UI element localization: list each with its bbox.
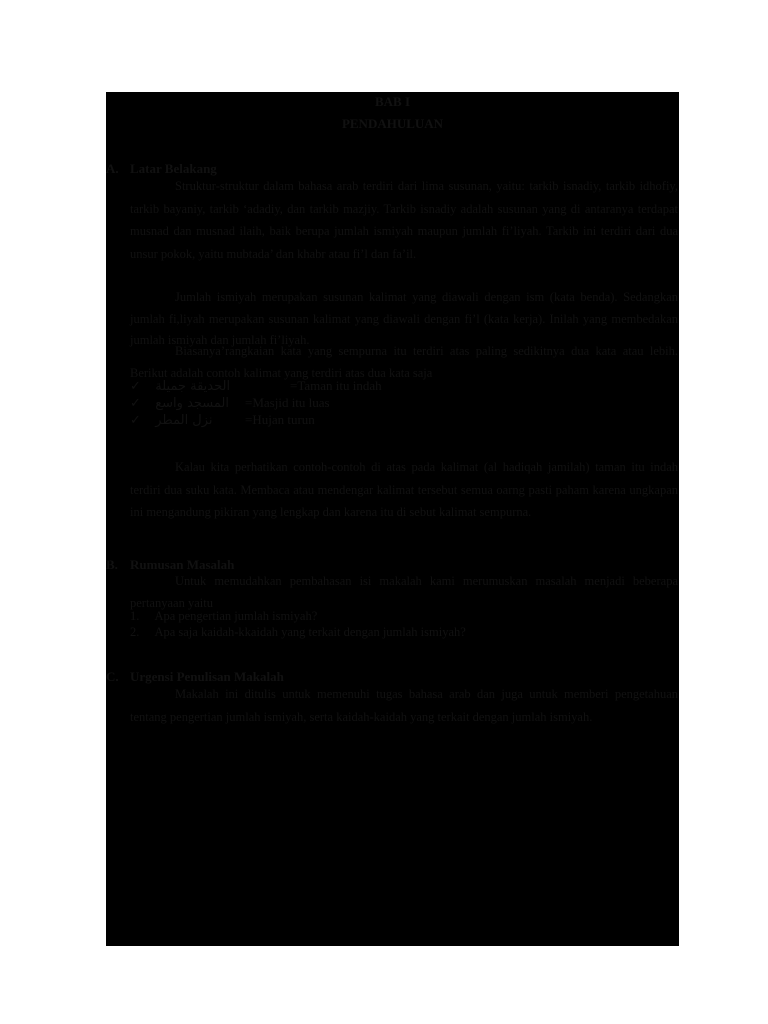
chapter-title: PENDAHULUAN [341,116,444,131]
check-icon: ✓ [130,378,141,393]
document-page [106,92,679,946]
example-1 [130,378,430,394]
example-3-arabic: نزل المطر [155,413,213,428]
section-a-paragraph-3: Biasanya’rangkaian kata yang sempurna itu terdiri atas paling sedikitnya dua kata atau lebih. Berikut adalah contoh kalimat yang terdiri atas dua kata saja [130,344,678,380]
section-b-intro: Untuk memudahkan pembahasan isi makalah kami merumuskan masalah menjadi beberapa pertanyaan yaitu [130,574,678,610]
check-icon: ✓ [130,412,141,427]
list-item-text: Apa saja kaidah-kkaidah yang terkait dengan jumlah ismiyah? [154,625,466,639]
example-1-arabic: الحديقة جميلة [155,379,231,394]
example-2 [130,395,430,411]
example-3 [130,412,430,428]
section-b-title: Rumusan Masalah [130,557,235,572]
section-c-title: Urgensi Penulisan Makalah [130,669,284,684]
list-item-number: 1. [130,609,140,623]
list-item-number: 2. [130,625,140,639]
example-3-meaning: =Hujan turun [245,412,315,427]
section-b-marker: B. [106,557,118,572]
chapter-number: BAB I [374,94,411,109]
section-a-paragraph-2: Jumlah ismiyah merupakan susunan kalimat yang diawali dengan ism (kata benda). Sedangkan jumlah fi,liyah merupakan susunan kalimat yang diawali dengan fi’l (kata kerja). Inilah yang membedakan jumlah ismiyah dan jumlah fi’liyah. [130,290,678,347]
section-a-paragraph-1: Struktur-struktur dalam bahasa arab terdiri dari lima susunan, yaitu: tarkib isnadiy, tarkib idhofiy, tarkib bayaniy, tarkib ‘adadiy, dan tarkib mazjiy. Tarkib isnadiy adalah susunan yang di antaranya terdapat musnad dan musnad ilaih, baik berupa jumlah ismiyah maupun jumlah fi’liyah. Tarkib ini terdiri dari dua unsur pokok, yaitu mubtada’ dan khabr atau fi’l dan fa’il. [130,179,678,261]
section-a-closing: Kalau kita perhatikan contoh-contoh di atas pada kalimat (al hadiqah jamilah) taman itu indah terdiri dua suku kata. Membaca atau mendengar kalimat tersebut semua oarng pasti paham karena ungkapan ini mengandung pikiran yang lengkap dan karena itu di sebut kalimat sempurna. [130,460,678,519]
example-2-meaning: =Masjid itu luas [245,395,330,410]
check-icon: ✓ [130,395,141,410]
section-a-marker: A. [106,161,119,176]
list-item [130,625,466,640]
list-item [130,609,317,624]
example-1-meaning: =Taman itu indah [290,378,382,393]
list-item-text: Apa pengertian jumlah ismiyah? [154,609,318,623]
section-c-marker: C. [106,669,119,684]
section-c-body: Makalah ini ditulis untuk memenuhi tugas bahasa arab dan juga untuk memberi pengetahuan tentang pengertian jumlah ismiyah, serta kaidah-kaidah yang terkait dengan jumlah ismiyah. [130,687,678,724]
example-2-arabic: المسجد واسع [155,396,229,411]
section-a-title: Latar Belakang [130,161,217,176]
